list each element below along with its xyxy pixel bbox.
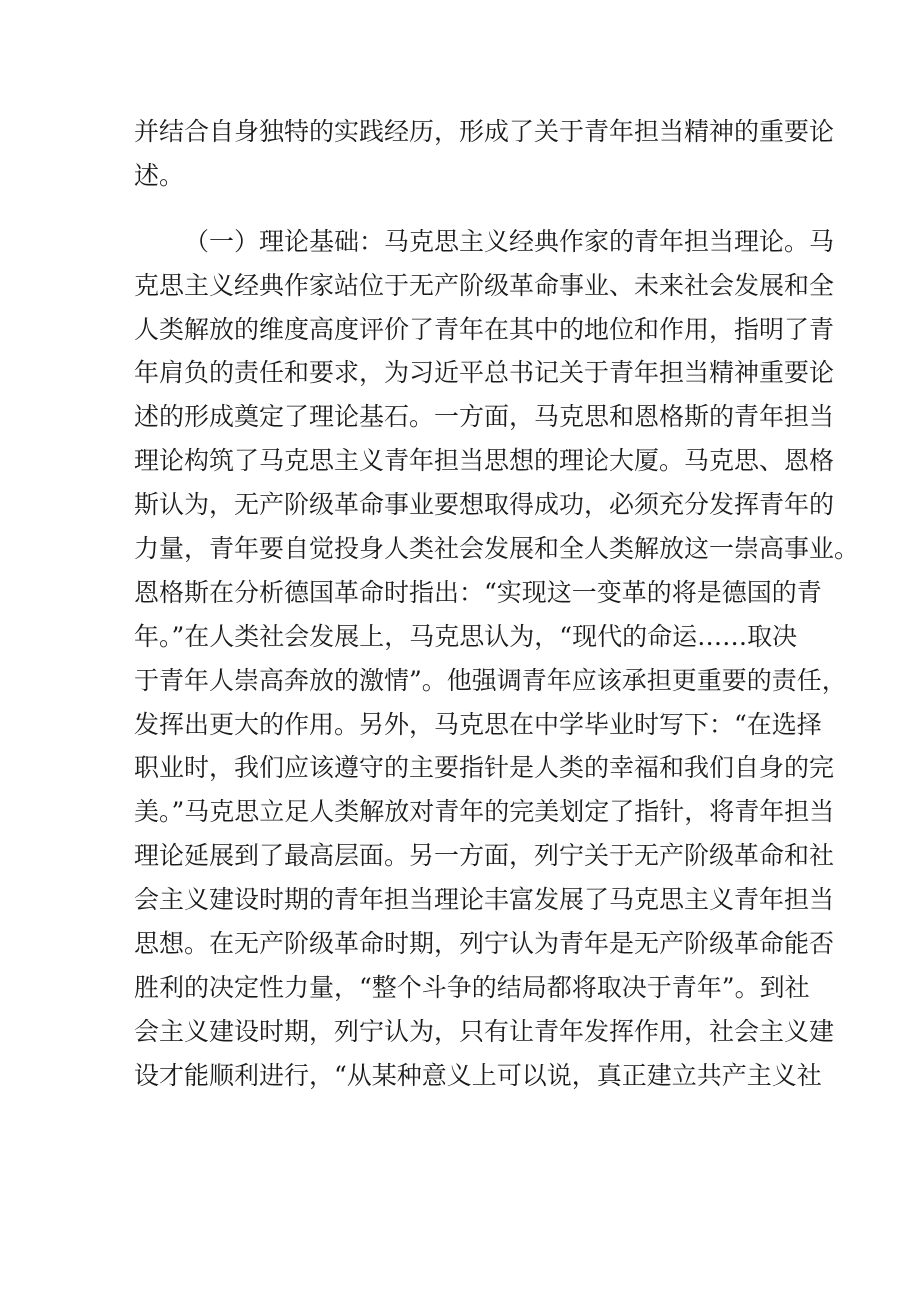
text-line: 并结合自身独特的实践经历，形成了关于青年担当精神的重要论 bbox=[134, 117, 835, 146]
text-line: 于青年人崇高奔放的激情”。他强调青年应该承担更重要的责任， bbox=[134, 665, 847, 695]
text-line: 述。 bbox=[134, 160, 185, 190]
text-line: 会主义建设时期，列宁认为，只有让青年发挥作用，社会主义建 bbox=[134, 1016, 835, 1046]
text-line: 设才能顺利进行，“从某种意义上可以说，真正建立共产主义社 bbox=[134, 1060, 822, 1090]
text-line: （一）理论基础：马克思主义经典作家的青年担当理论。马 bbox=[184, 226, 835, 256]
text-line: 年。”在人类社会发展上，马克思认为，“现代的命运……取决 bbox=[134, 621, 798, 651]
text-line: 理论构筑了马克思主义青年担当思想的理论大厦。马克思、恩格 bbox=[134, 446, 835, 476]
text-line: 斯认为，无产阶级革命事业要想取得成功，必须充分发挥青年的 bbox=[134, 490, 835, 520]
text-line: 美。”马克思立足人类解放对青年的完美划定了指针，将青年担当 bbox=[134, 797, 835, 827]
text-line: 克思主义经典作家站位于无产阶级革命事业、未来社会发展和全 bbox=[134, 270, 835, 300]
text-line: 理论延展到了最高层面。另一方面，列宁关于无产阶级革命和社 bbox=[134, 841, 835, 871]
text-line: 发挥出更大的作用。另外，马克思在中学毕业时写下：“在选择 bbox=[134, 709, 822, 739]
text-line: 述的形成奠定了理论基石。一方面，马克思和恩格斯的青年担当 bbox=[134, 402, 835, 432]
text-line: 年肩负的责任和要求，为习近平总书记关于青年担当精神重要论 bbox=[134, 358, 835, 388]
paragraph-2 bbox=[134, 220, 860, 1098]
text-line: 会主义建设时期的青年担当理论丰富发展了马克思主义青年担当 bbox=[134, 885, 835, 915]
text-line: 力量，青年要自觉投身人类社会发展和全人类解放这一崇高事业。 bbox=[134, 534, 860, 564]
text-line: 思想。在无产阶级革命时期，列宁认为青年是无产阶级革命能否 bbox=[134, 929, 835, 959]
text-line: 恩格斯在分析德国革命时指出：“实现这一变革的将是德国的青 bbox=[134, 577, 822, 607]
text-line: 职业时，我们应该遵守的主要指针是人类的幸福和我们自身的完 bbox=[134, 753, 835, 783]
text-line: 胜利的决定性力量，“整个斗争的结局都将取决于青年”。到社 bbox=[134, 972, 810, 1002]
body-text bbox=[134, 110, 860, 1098]
text-line: 人类解放的维度高度评价了青年在其中的地位和作用，指明了青 bbox=[134, 314, 835, 344]
paragraph-1 bbox=[134, 110, 835, 198]
